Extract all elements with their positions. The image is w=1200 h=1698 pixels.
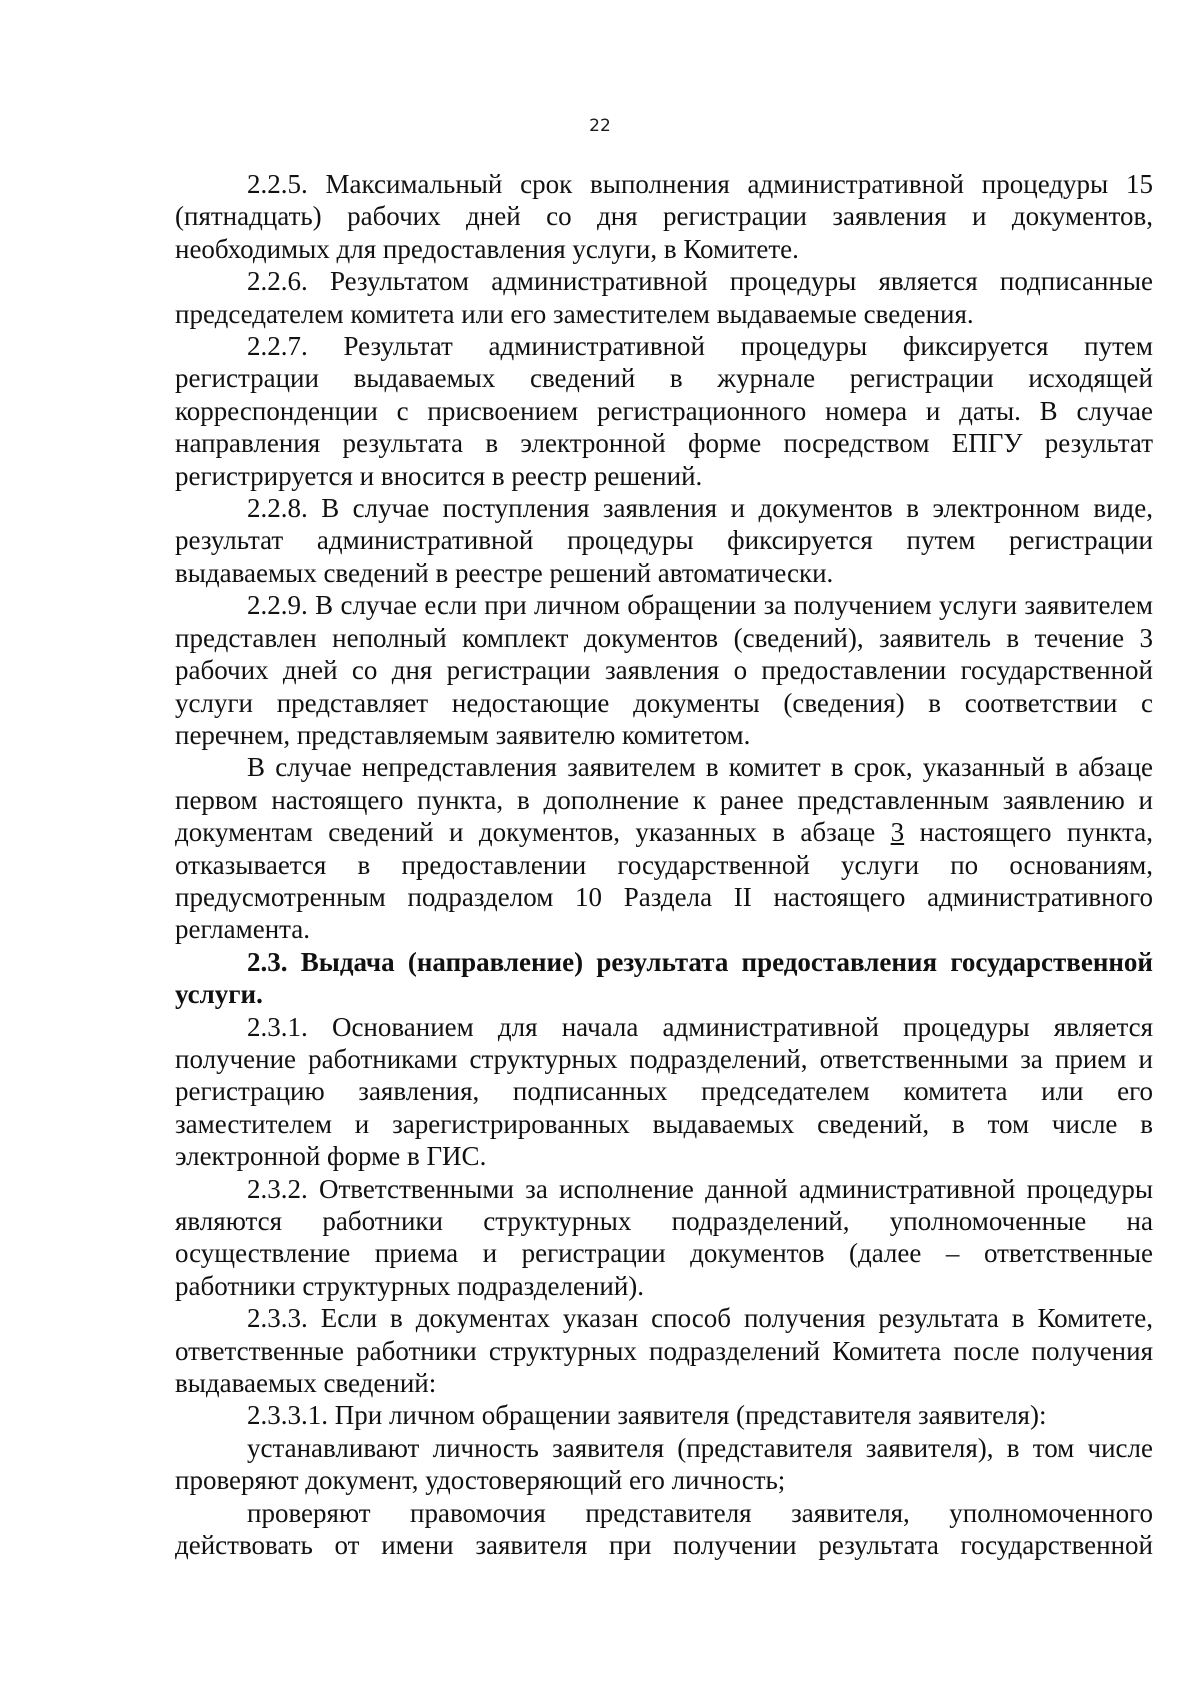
page-number: 22 (589, 116, 611, 136)
paragraph-identity-check: устанавливают личность заявителя (представителя заявителя), в том числе проверяют документ, удостоверяющий его личность; (175, 1432, 1153, 1496)
paragraph-2-3-2: 2.3.2. Ответственными за исполнение данной административной процедуры являются работники структурных подразделений, уполномоченные на осуществление приема и регистрации документов (далее – ответственные работники структурных подразделений). (175, 1173, 1153, 1301)
paragraph-2-2-7: 2.2.7. Результат административной процедуры фиксируется путем регистрации выдаваемых сведений в журнале регистрации исходящей корреспонденции с присвоением регистрационного номера и даты. В случае направления результата в электронной форме посредством ЕПГУ результат регистрируется и вносится в реестр решений. (175, 331, 1153, 491)
paragraph-2-3-1: 2.3.1. Основанием для начала административной процедуры является получение работниками структурных подразделений, ответственными за прием и регистрацию заявления, подписанных председателем комитета или его заместителем и зарегистрированных выдаваемых сведений, в том числе в электронной форме в ГИС. (175, 1011, 1153, 1172)
paragraph-2-2-8: 2.2.8. В случае поступления заявления и документов в электронном виде, результат административной процедуры фиксируется путем регистрации выдаваемых сведений в реестре решений автоматически. (175, 493, 1153, 588)
paragraph-2-2-9: 2.2.9. В случае если при личном обращении за получением услуги заявителем представлен неполный комплект документов (сведений), заявитель в течение 3 рабочих дней со дня регистрации заявления о предоставлении государственной услуги представляет недостающие документы (сведения) в соответствии с перечнем, представляемым заявителю комитетом. (175, 590, 1153, 750)
paragraph-2-3-3-1: 2.3.3.1. При личном обращении заявителя (представителя заявителя): (247, 1400, 1047, 1431)
paragraph-non-submission (175, 751, 1153, 945)
paragraph-authority-check: проверяют правомочия представителя заявителя, уполномоченного действовать от имени заявителя при получении результата государственной (175, 1497, 1153, 1561)
paragraph-2-3-3: 2.3.3. Если в документах указан способ получения результата в Комитете, ответственные работники структурных подразделений Комитета после получения выдаваемых сведений: (175, 1303, 1153, 1399)
paragraph-2-2-6: 2.2.6. Результатом административной процедуры является подписанные председателем комитета или его заместителем выдаваемые сведения. (175, 266, 1153, 329)
document-body (175, 168, 1153, 1561)
paragraph-reference-link[interactable]: 3 (890, 817, 905, 848)
paragraph-non-submission-part1: В случае непредставления заявителем в комитет в срок, указанный в абзаце первом настоящего пункта, в дополнение к ранее представленным заявлению и документам сведений и документов, указанных в абзаце (175, 752, 1153, 848)
section-heading-2-3: 2.3. Выдача (направление) результата предоставления государственной услуги. (175, 946, 1153, 1010)
paragraph-non-submission-part2: настоящего пункта, отказывается в предоставлении государственной услуги по основаниям, предусмотренным подразделом 10 Раздела II настоящего административного регламента. (175, 817, 1153, 945)
paragraph-2-2-5: 2.2.5. Максимальный срок выполнения административной процедуры 15 (пятнадцать) рабочих дней со дня регистрации заявления и документов, необходимых для предоставления услуги, в Комитете. (175, 169, 1153, 264)
